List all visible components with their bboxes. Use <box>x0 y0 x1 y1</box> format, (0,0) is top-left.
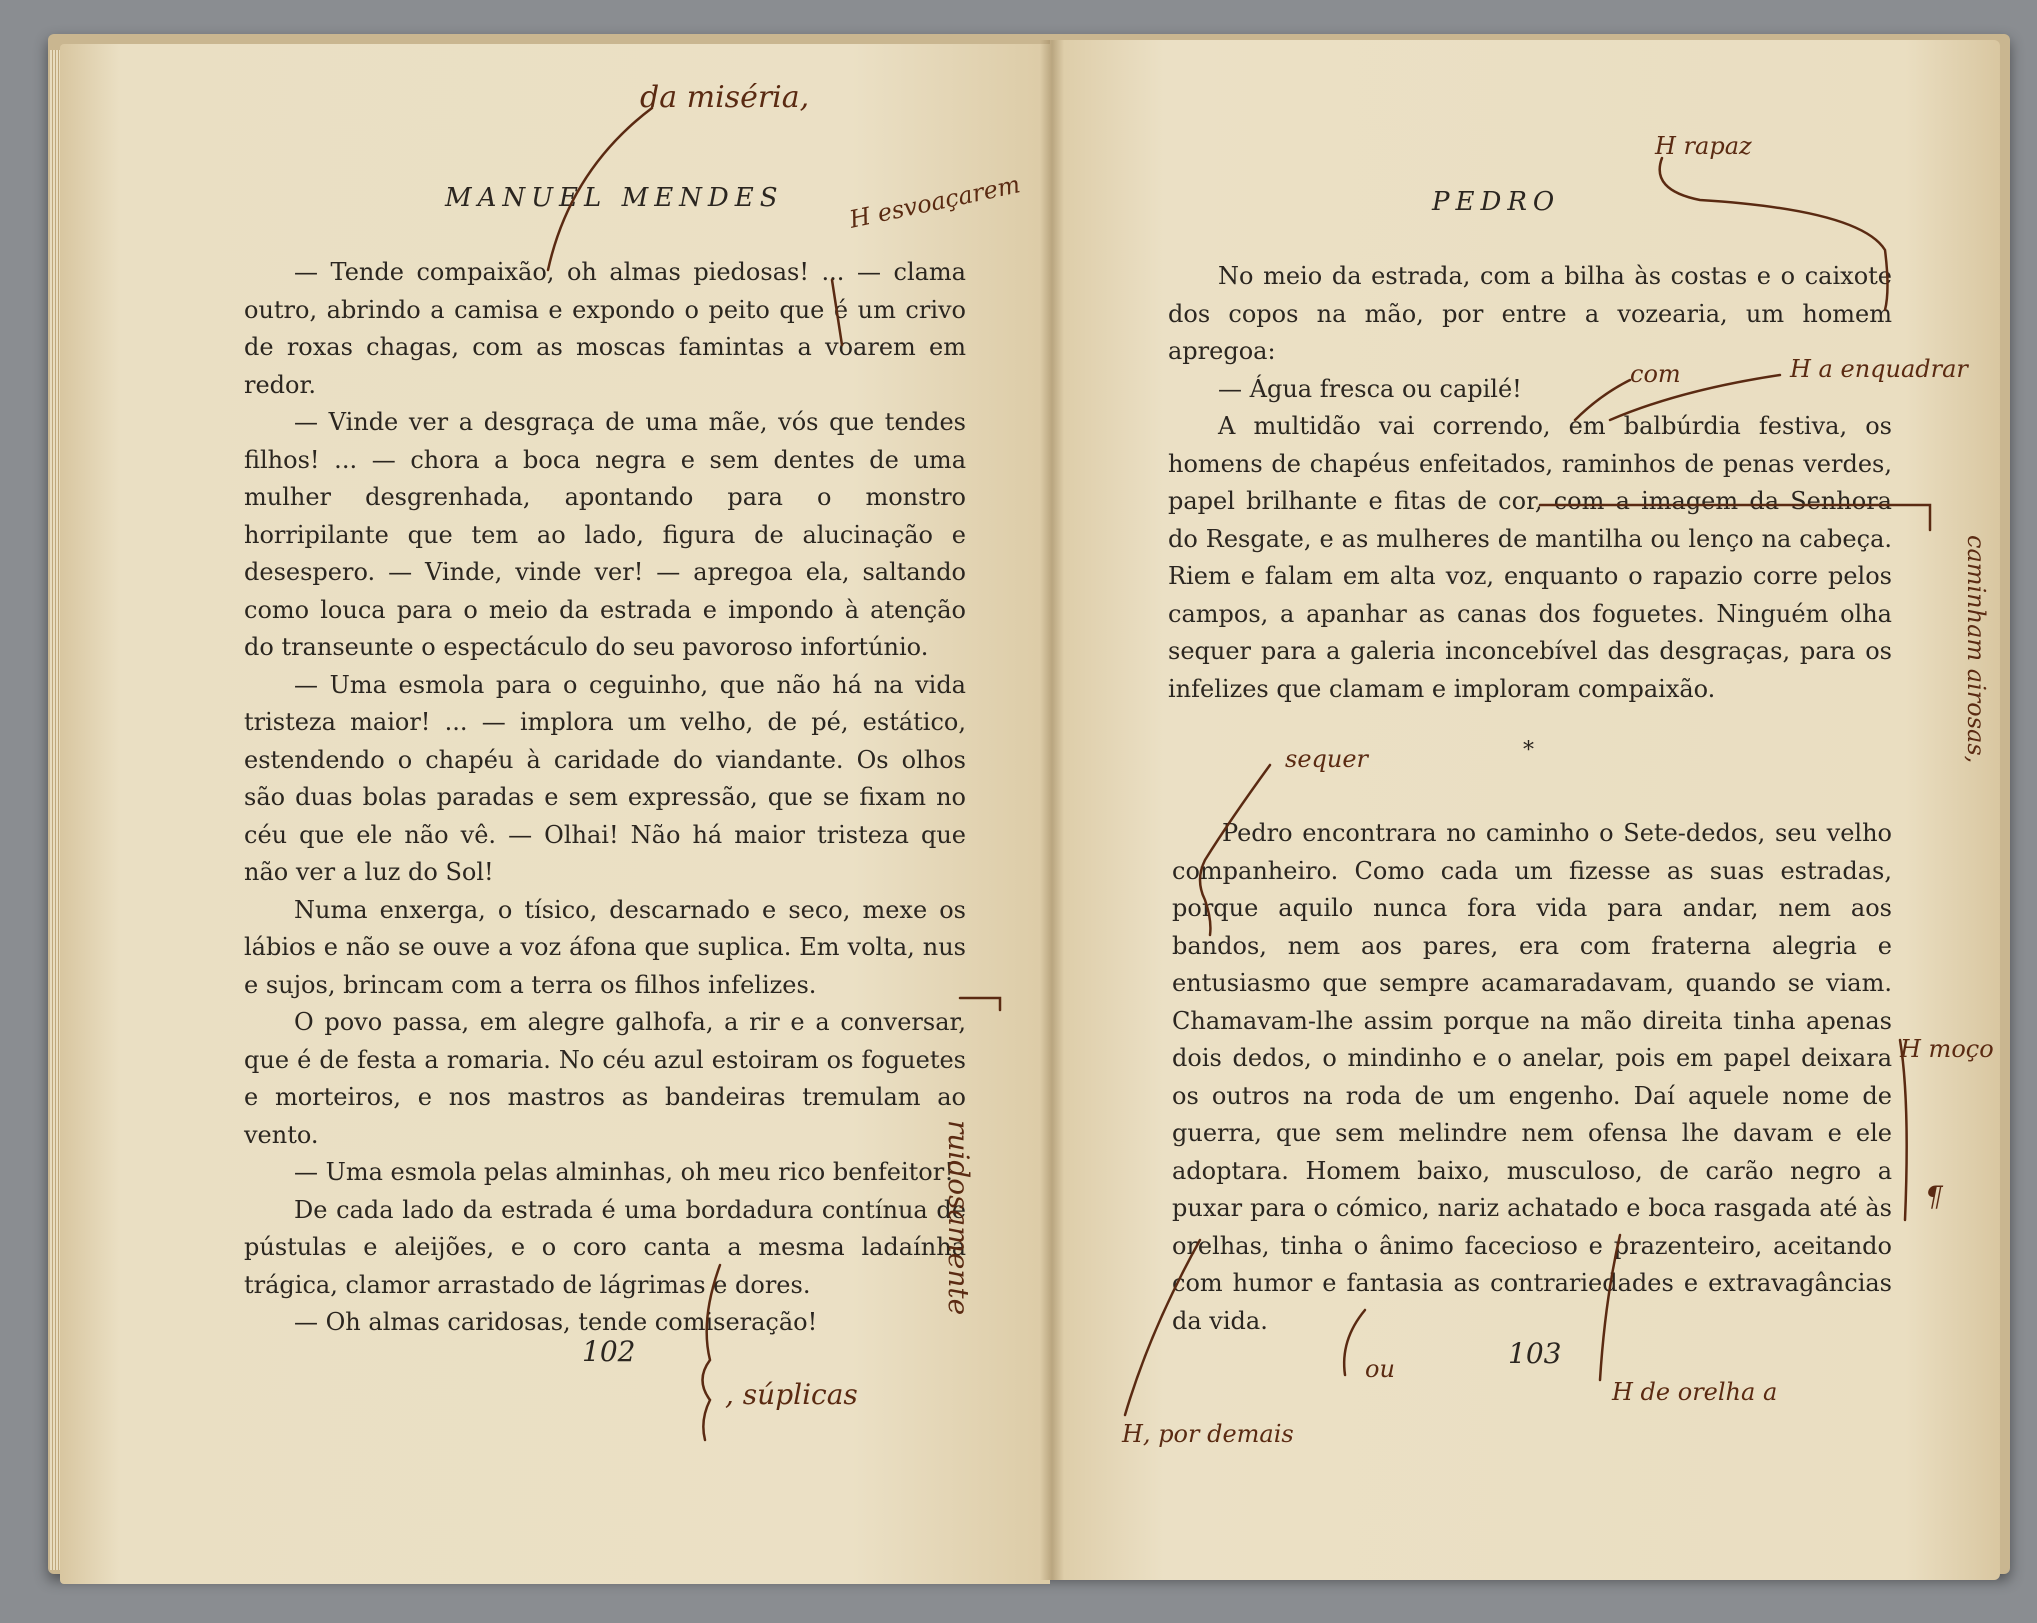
handwritten-note-ruidosamente: ruidosamente <box>942 1120 975 1316</box>
right-page-header: PEDRO <box>1432 187 1561 217</box>
handwritten-note-sequer: sequer <box>1285 745 1369 773</box>
handwritten-note-da-miseria: da miséria, <box>640 80 810 115</box>
left-paragraph: — Tende compaixão, oh almas piedosas! ... — clama outro, abrindo a camisa e expondo o peito que é um crivo de roxas chagas, com as moscas famintas a voarem em redor. <box>244 258 966 399</box>
left-page-header: MANUEL MENDES <box>445 183 784 213</box>
handwritten-note-de-orelha: H de orelha a <box>1612 1378 1778 1406</box>
section-separator: * <box>1523 738 1534 763</box>
right-paragraph: A multidão vai correndo, em balbúrdia festiva, os homens de chapéus enfeitados, raminhos de penas verdes, papel brilhante e fitas de cor, com a imagem da Senhora do Resgate, e as mulheres de mantilha ou lenço na cabeça. Riem e falam em alta voz, enquanto o rapazio corre pelos campos, a apanhar as canas dos foguetes. Ninguém olha sequer para a galeria inconcebível das desgraças, para os infelizes que clamam e imploram compaixão. <box>1168 412 1892 703</box>
right-paragraph: No meio da estrada, com a bilha às costas e o caixote dos copos na mão, por entre a vozearia, um homem apregoa: <box>1168 262 1892 365</box>
right-page-number: 103 <box>1508 1337 1562 1370</box>
left-paragraph: De cada lado da estrada é uma bordadura contínua de pústulas e aleijões, e o coro canta a mesma ladaínha trágica, clamor arrastado de lágrimas e dores. <box>244 1195 966 1299</box>
left-paragraph: — Uma esmola para o ceguinho, que não há na vida tristeza maior! ... — implora um velho, de pé, estático, estendendo o chapéu à caridade do viandante. Os olhos são duas bolas paradas e sem expressão, que se fixam no céu que ele não vê. — Olhai! Não há maior tristeza que não ver a luz do Sol! <box>244 670 966 886</box>
left-paragraph: Numa enxerga, o tísico, descarnado e seco, mexe os lábios e não se ouve a voz áfona que suplica. Em volta, nus e sujos, brincam com a terra os filhos infelizes. <box>244 895 966 999</box>
handwritten-note-ou: ou <box>1365 1355 1395 1383</box>
right-page-section-1 <box>1168 258 1892 708</box>
handwritten-note-moco: H moço <box>1900 1035 1994 1063</box>
handwritten-note-caminham: caminham airosas, <box>1962 535 1990 764</box>
handwritten-note-paragraph: ¶ <box>1925 1180 1943 1213</box>
left-page-body <box>244 254 966 1342</box>
book-gutter <box>1040 40 1064 1580</box>
handwritten-note-por-demais: H, por demais <box>1122 1420 1294 1448</box>
handwritten-note-rapaz: H rapaz <box>1655 132 1752 160</box>
handwritten-note-com: com <box>1630 360 1681 388</box>
left-paragraph: — Vinde ver a desgraça de uma mãe, vós que tendes filhos! ... — chora a boca negra e sem dentes de uma mulher desgrenhada, apontando para o monstro horripilante que tem ao lado, figura de alucinação e desespero. — Vinde, vinde ver! — apregoa ela, saltando como louca para o meio da estrada e impondo à atenção do transeunte o espectáculo do seu pavoroso infortúnio. <box>244 408 966 661</box>
right-page-section-2 <box>1172 815 1892 1340</box>
left-page-number: 102 <box>582 1335 636 1368</box>
left-paragraph: — Uma esmola pelas alminhas, oh meu rico benfeitor! <box>294 1158 954 1186</box>
right-paragraph: Pedro encontrara no caminho o Sete-dedos, seu velho companheiro. Como cada um fizesse as suas estradas, porque aquilo nunca fora vida para andar, nem aos bandos, nem aos pares, era com fraterna alegria e entusiasmo que sempre acamaradavam, quando se viam. Chamavam-lhe assim porque na mão direita tinha apenas dois dedos, o mindinho e o anelar, pois em papel deixara os outros na roda de um engenho. Daí aquele nome de guerra, que sem melindre nem ofensa lhe davam e ele adoptara. Homem baixo, musculoso, de carão negro a puxar para o cómico, nariz achatado e boca rasgada até às orelhas, tinha o ânimo facecioso e prazenteiro, aceitando com humor e fantasia as contrariedades e extravagâncias da vida. <box>1172 819 1892 1335</box>
handwritten-note-enquadrar: H a enquadrar <box>1790 355 1968 383</box>
left-paragraph: — Oh almas caridosas, tende comiseração! <box>294 1308 818 1336</box>
handwritten-note-esvoacarem: H esvoaçarem <box>846 170 1023 234</box>
handwritten-note-suplicas: , súplicas <box>725 1378 858 1411</box>
right-paragraph: — Água fresca ou capilé! <box>1218 374 1522 403</box>
left-paragraph: O povo passa, em alegre galhofa, a rir e a conversar, que é de festa a romaria. No céu azul estoiram os foguetes e morteiros, e nos mastros as bandeiras tremulam ao vento. <box>244 1008 966 1149</box>
